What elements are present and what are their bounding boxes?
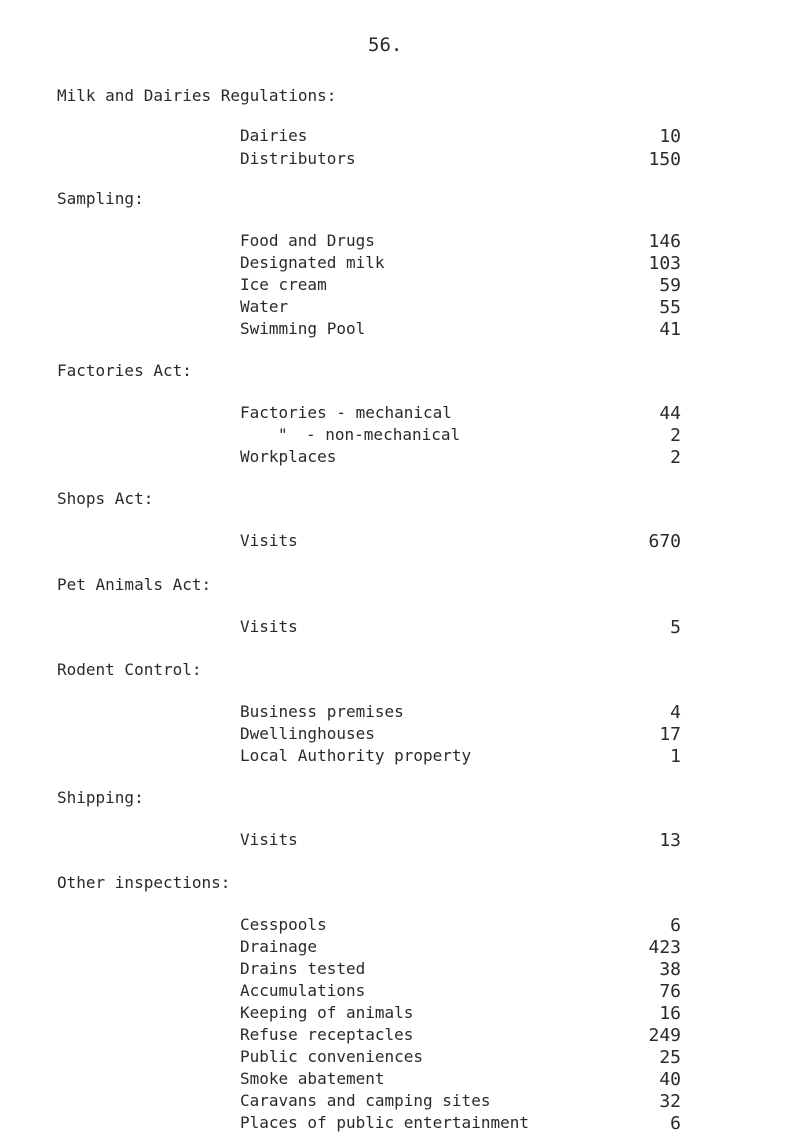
item-value: 44 — [659, 403, 681, 424]
item-label: Ice cream — [240, 275, 327, 294]
list-item — [240, 981, 681, 1003]
item-value: 38 — [659, 959, 681, 980]
item-value: 2 — [670, 425, 681, 446]
item-label: Public conveniences — [240, 1047, 424, 1066]
item-value: 40 — [659, 1069, 681, 1090]
item-value: 670 — [648, 531, 681, 552]
item-label: Cesspools — [240, 915, 327, 934]
section-heading: Other inspections: — [57, 873, 231, 892]
list-item — [240, 746, 681, 768]
section-heading: Pet Animals Act: — [57, 575, 212, 594]
list-item — [240, 724, 681, 746]
item-value: 249 — [648, 1025, 681, 1046]
item-value: 4 — [670, 702, 681, 723]
section-heading: Milk and Dairies Regulations: — [57, 86, 337, 105]
item-label: Food and Drugs — [240, 231, 375, 250]
list-item — [240, 319, 681, 341]
item-value: 6 — [670, 1113, 681, 1134]
list-item — [240, 1113, 681, 1135]
section-heading: Shops Act: — [57, 489, 154, 508]
item-value: 5 — [670, 617, 681, 638]
list-item — [240, 959, 681, 981]
item-value: 150 — [648, 149, 681, 170]
list-item — [240, 149, 681, 171]
item-value: 13 — [659, 830, 681, 851]
item-value: 423 — [648, 937, 681, 958]
item-label: Drainage — [240, 937, 318, 956]
item-value: 59 — [659, 275, 681, 296]
item-value: 76 — [659, 981, 681, 1002]
item-value: 25 — [659, 1047, 681, 1068]
item-label: Water — [240, 297, 289, 316]
item-value: 16 — [659, 1003, 681, 1024]
item-value: 103 — [648, 253, 681, 274]
list-item — [240, 1091, 681, 1113]
item-label: Distributors — [240, 149, 356, 168]
item-label: Dwellinghouses — [240, 724, 375, 743]
section-heading: Shipping: — [57, 788, 144, 807]
item-label: Workplaces — [240, 447, 337, 466]
list-item — [240, 1069, 681, 1091]
item-value: 2 — [670, 447, 681, 468]
list-item — [240, 617, 681, 639]
section-heading: Factories Act: — [57, 361, 192, 380]
section-heading: Sampling: — [57, 189, 144, 208]
item-value: 55 — [659, 297, 681, 318]
list-item — [240, 231, 681, 253]
item-label: Dairies — [240, 126, 308, 145]
item-label: Factories - mechanical — [240, 403, 452, 422]
item-value: 1 — [670, 746, 681, 767]
item-label: Visits — [240, 617, 298, 636]
list-item — [240, 403, 681, 425]
item-label: - non-mechanical — [306, 425, 461, 444]
item-label: Places of public entertainment — [240, 1113, 529, 1132]
list-item — [240, 447, 681, 469]
item-label: Caravans and camping sites — [240, 1091, 491, 1110]
ditto-mark: " — [278, 425, 288, 444]
list-item — [240, 275, 681, 297]
list-item — [240, 1003, 681, 1025]
item-value: 10 — [659, 126, 681, 147]
item-value: 32 — [659, 1091, 681, 1112]
list-item — [240, 937, 681, 959]
list-item — [240, 830, 681, 852]
list-item — [240, 702, 681, 724]
item-label: Refuse receptacles — [240, 1025, 414, 1044]
list-item — [240, 126, 681, 148]
item-value: 6 — [670, 915, 681, 936]
list-item — [240, 531, 681, 553]
item-label: Visits — [240, 830, 298, 849]
item-label: Business premises — [240, 702, 404, 721]
item-label: Accumulations — [240, 981, 366, 1000]
list-item — [240, 1047, 681, 1069]
item-label: Drains tested — [240, 959, 366, 978]
item-value: 17 — [659, 724, 681, 745]
item-label: Visits — [240, 531, 298, 550]
item-label: Keeping of animals — [240, 1003, 414, 1022]
list-item — [240, 915, 681, 937]
page-number: 56. — [368, 34, 403, 56]
list-item — [240, 253, 681, 275]
list-item — [240, 297, 681, 319]
item-label: Smoke abatement — [240, 1069, 385, 1088]
item-value: 41 — [659, 319, 681, 340]
list-item — [240, 425, 681, 447]
item-value: 146 — [648, 231, 681, 252]
item-label: Local Authority property — [240, 746, 472, 765]
section-heading: Rodent Control: — [57, 660, 202, 679]
item-label: Designated milk — [240, 253, 385, 272]
item-label: Swimming Pool — [240, 319, 366, 338]
list-item — [240, 1025, 681, 1047]
